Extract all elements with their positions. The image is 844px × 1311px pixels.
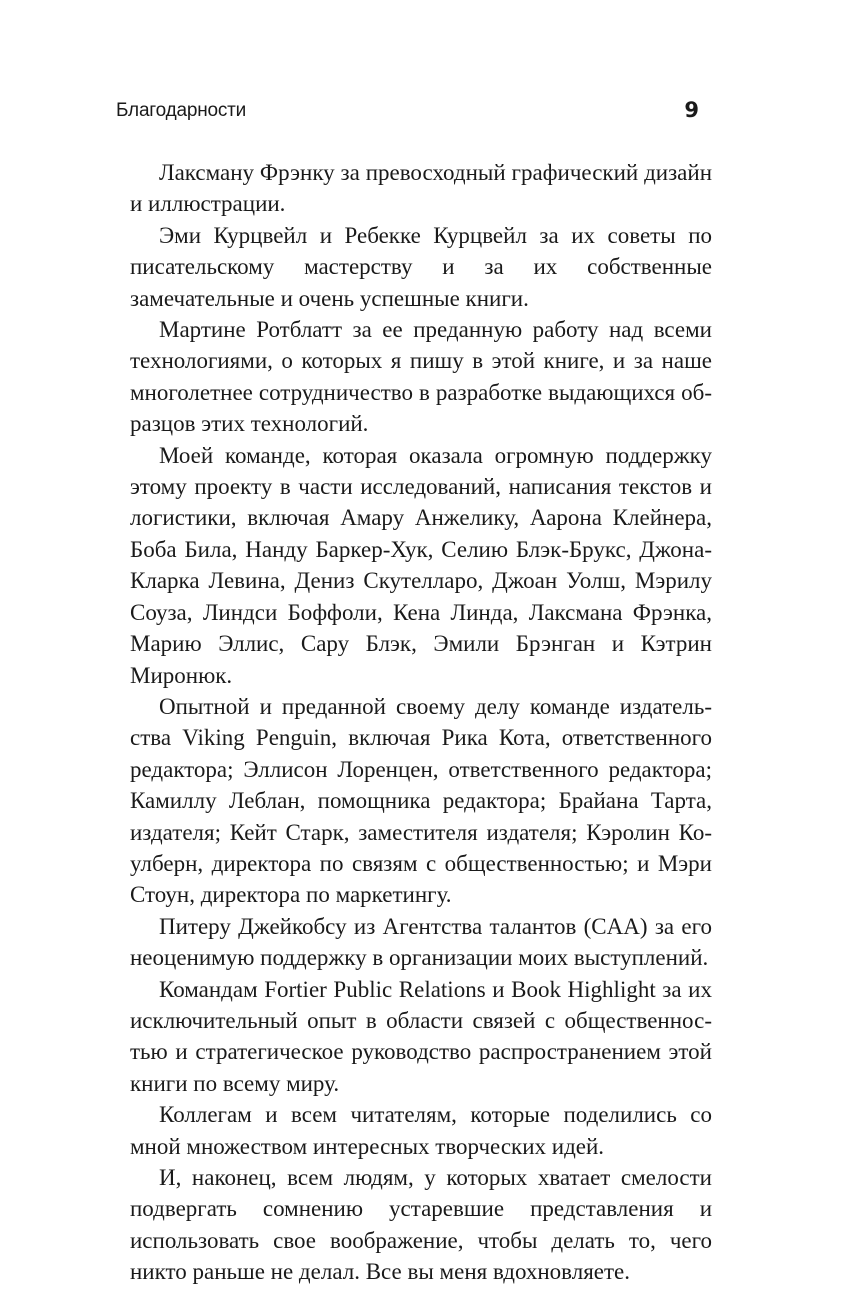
page-number: 9 [684,98,699,122]
chapter-title: Благодарности [116,100,247,121]
paragraph: Командам Fortier Public Relations и Book Highlight за их исключительный опыт в области связей с общественностью и стратегическое руководство распространением этой книги по всему миру. [130,976,712,1096]
paragraph: Моей команде, которая оказала огромную поддержку этому проекту в части исследований, написания текстов и логистики, включая Амару Анжелику, Аарона Клейнера, Боба Била, Нанду Баркер-Хук, Селию Блэк-Брукс, Джона-Кларка Левина, Дениз Скутелларо, Джоан Уолш, Мэрилу Соуза, Линдси Боффоли, Кена Линда, Лаксмана Фрэнка, Марию Эллис, Сару Блэк, Эмили Брэнган и Кэтрин Миронюк. [130,442,712,688]
paragraph: Эми Курцвейл и Ребекке Курцвейл за их советы по писательскому мастерству и за их собственные замечательные и очень успешные книги. [130,222,712,311]
paragraph: Мартине Ротблатт за ее преданную работу над всеми технологиями, о которых я пишу в этой книге, и за наше многолетнее сотрудничество в разработке выдающихся образцов этих технологий. [130,317,712,437]
paragraph: Питеру Джейкобсу из Агентства талантов (CAA) за его неоценимую поддержку в организации моих выступлений. [130,913,712,971]
paragraph: И, наконец, всем людям, у которых хватает смелости подвергать сомнению устаревшие представления и использовать свое воображение, чтобы делать то, чего никто раньше не делал. Все вы меня вдохновляете. [130,1165,712,1285]
acknowledgments-body [130,157,712,1288]
running-head [116,98,701,128]
paragraph: Лаксману Фрэнку за превосходный графический дизайн и иллюстрации. [130,160,712,217]
paragraph: Коллегам и всем читателям, которые поделились со мной множеством интересных творческих идей. [130,1102,712,1159]
paragraph: Опытной и преданной своему делу команде издательства Viking Penguin, включая Рика Кота, ответственного редактора; Эллисон Лоренцен, ответственного редактора; Камиллу Леблан, помощника редактора; Брайана Тарта, издателя; Кейт Старк, заместителя издателя; Кэролин Коулберн, директора по связям с общественностью; и Мэри Стоун, директора по маркетингу. [130,693,712,908]
